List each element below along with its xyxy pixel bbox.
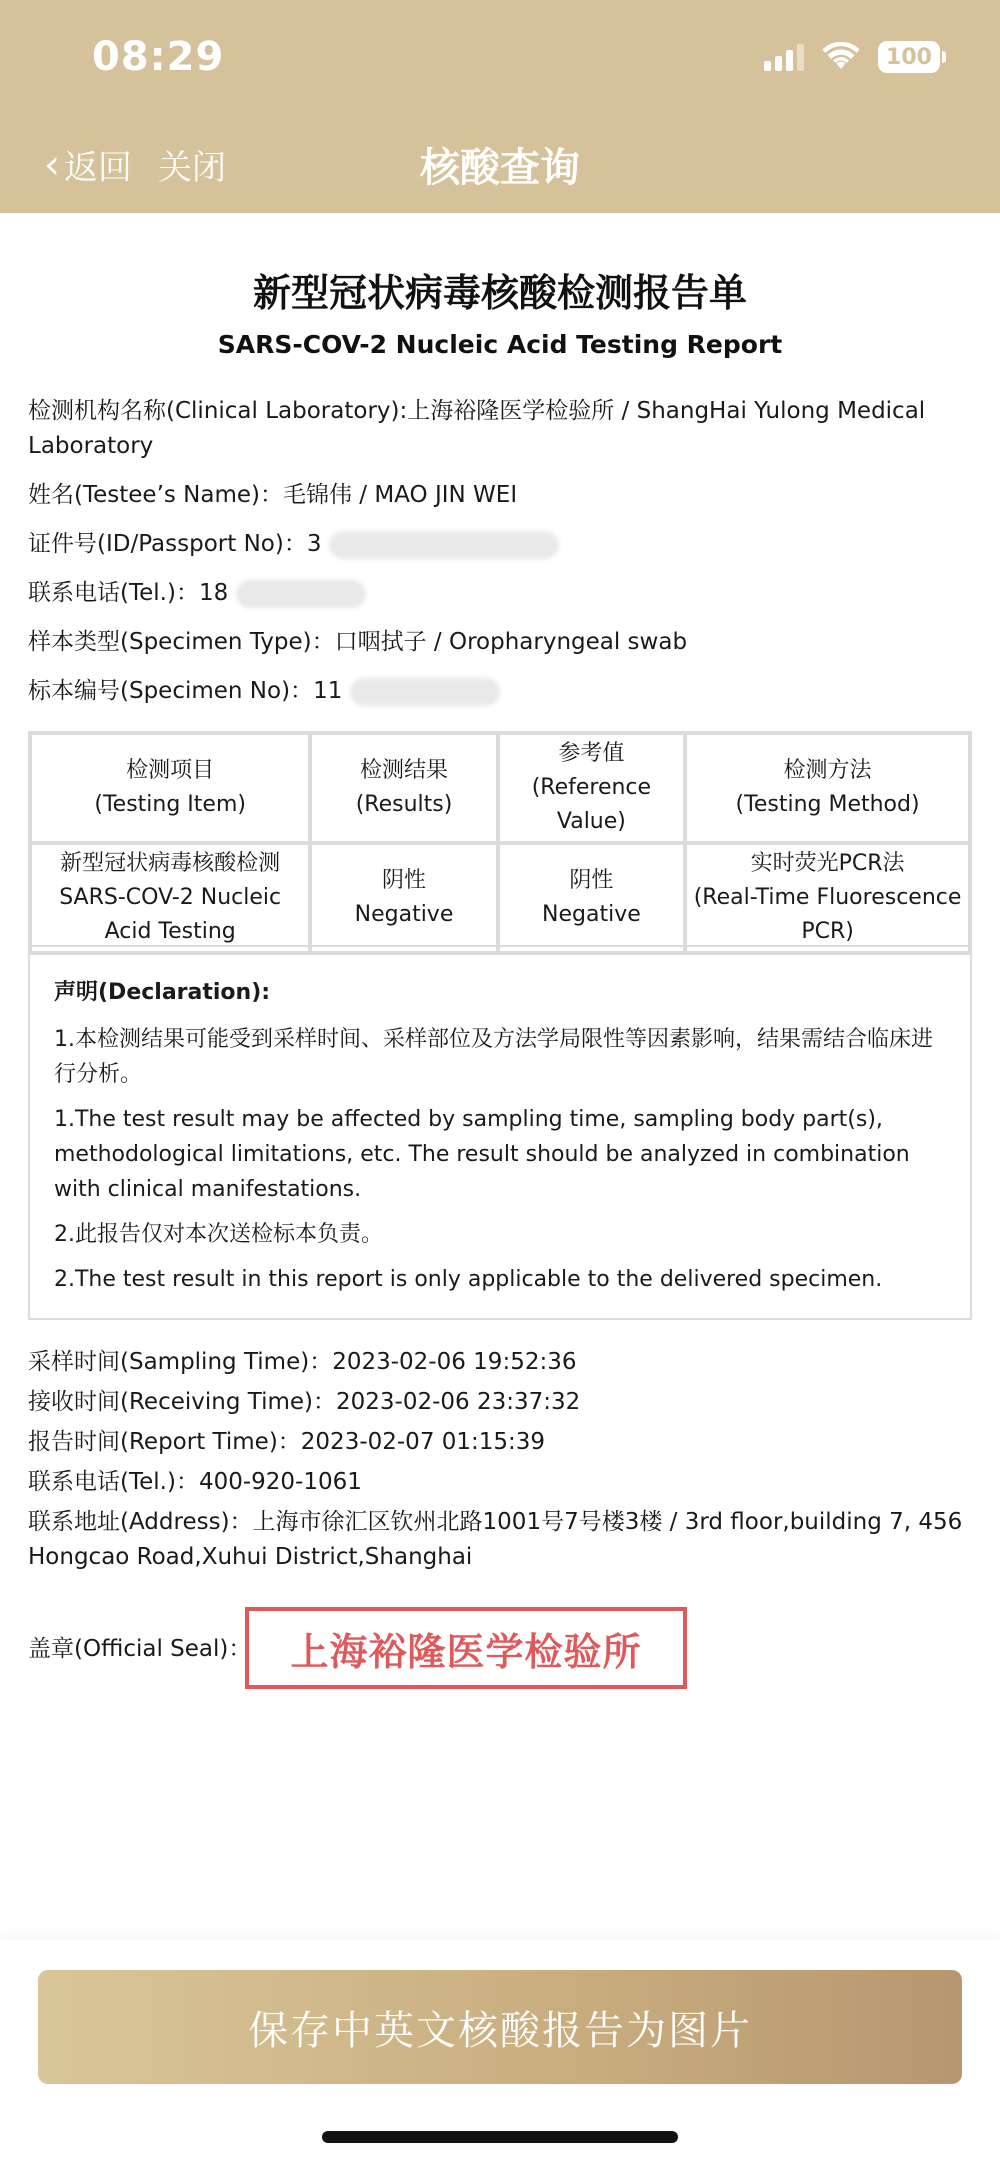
cell-testing-item: 新型冠状病毒核酸检测 SARS-COV-2 Nucleic Acid Testing <box>30 843 310 953</box>
wifi-icon <box>822 42 860 72</box>
table-header-row <box>30 733 970 843</box>
header-bar <box>0 0 1000 213</box>
back-label: 返回 <box>64 148 132 188</box>
id-label: 证件号(ID/Passport No)： <box>28 531 307 557</box>
page-title: 核酸查询 <box>420 145 580 191</box>
info-block <box>28 394 972 723</box>
id-value: 3 <box>306 531 322 557</box>
results-table <box>28 731 972 955</box>
redacted-tel <box>236 580 366 608</box>
battery-icon: 100 <box>878 41 940 73</box>
close-button[interactable]: 关闭 <box>158 148 226 188</box>
declaration-title: 声明(Declaration): <box>54 980 271 1005</box>
chevron-left-icon: ‹ <box>44 141 60 188</box>
header-reference-value: 参考值 (Reference Value) <box>498 733 685 843</box>
home-indicator <box>322 2131 678 2143</box>
specimen-no-label: 标本编号(Specimen No)： <box>28 678 314 704</box>
report-title-cn: 新型冠状病毒核酸检测报告单 <box>252 271 747 315</box>
declaration-item: 2.此报告仅对本次送检标本负责。 <box>54 1222 383 1247</box>
receiving-time: 接收时间(Receiving Time)：2023-02-06 23:37:32 <box>28 1389 581 1415</box>
specimen-no-field <box>28 674 972 709</box>
header-testing-item: 检测项目 (Testing Item) <box>30 733 310 843</box>
redacted-specimen-no <box>350 678 500 706</box>
tel-field <box>28 576 972 611</box>
name-field: 姓名(Testee’s Name)：毛锦伟 / MAO JIN WEI <box>28 482 518 508</box>
declaration-item: 1.The test result may be affected by sampling time, sampling body part(s), methodological limitations, etc. The result should be analyzed in combination with clinical manifestations. <box>54 1107 910 1202</box>
table-row <box>30 843 970 953</box>
cell-reference-value: 阴性 Negative <box>498 843 685 953</box>
tel-value: 18 <box>198 580 229 606</box>
tel-label: 联系电话(Tel.)： <box>28 580 199 606</box>
sampling-time: 采样时间(Sampling Time)：2023-02-06 19:52:36 <box>28 1349 577 1375</box>
lab-field: 检测机构名称(Clinical Laboratory):上海裕隆医学检验所 / ShangHai Yulong Medical Laboratory <box>28 398 926 459</box>
declaration-item: 1.本检测结果可能受到采样时间、采样部位及方法学局限性等因素影响，结果需结合临床进行分析。 <box>54 1027 933 1087</box>
times-block <box>28 1345 978 1580</box>
specimen-no-value: 11 <box>313 678 343 704</box>
official-seal <box>245 1607 687 1689</box>
header-results: 检测结果 (Results) <box>310 733 497 843</box>
status-icons <box>764 40 940 74</box>
cell-testing-method: 实时荧光PCR法 (Real-Time Fluorescence PCR) <box>685 843 970 953</box>
contact-address: 联系地址(Address)：上海市徐汇区钦州北路1001号7号楼3楼 / 3rd floor,building 7, 456 Hongcao Road,Xuhui District,Shanghai <box>28 1509 963 1570</box>
save-report-image-button[interactable]: 保存中英文核酸报告为图片 <box>38 1970 962 2084</box>
report-title-en: SARS-COV-2 Nucleic Acid Testing Report <box>217 330 783 359</box>
header-testing-method: 检测方法 (Testing Method) <box>685 733 970 843</box>
id-field <box>28 527 972 562</box>
specimen-type-field: 样本类型(Specimen Type)：口咽拭子 / Oropharyngeal swab <box>28 629 688 655</box>
redacted-id <box>329 531 559 559</box>
cell-result: 阴性 Negative <box>310 843 497 953</box>
signal-icon <box>764 43 804 71</box>
report-time: 报告时间(Report Time)：2023-02-07 01:15:39 <box>28 1429 546 1455</box>
declaration-box <box>28 945 972 1320</box>
declaration-item: 2.The test result in this report is only applicable to the delivered specimen. <box>54 1267 883 1292</box>
seal-text: 上海裕隆医学检验所 <box>290 1629 642 1674</box>
status-time: 08:29 <box>92 34 225 80</box>
seal-label: 盖章(Official Seal)： <box>28 1636 252 1662</box>
contact-tel: 联系电话(Tel.)：400-920-1061 <box>28 1469 362 1495</box>
